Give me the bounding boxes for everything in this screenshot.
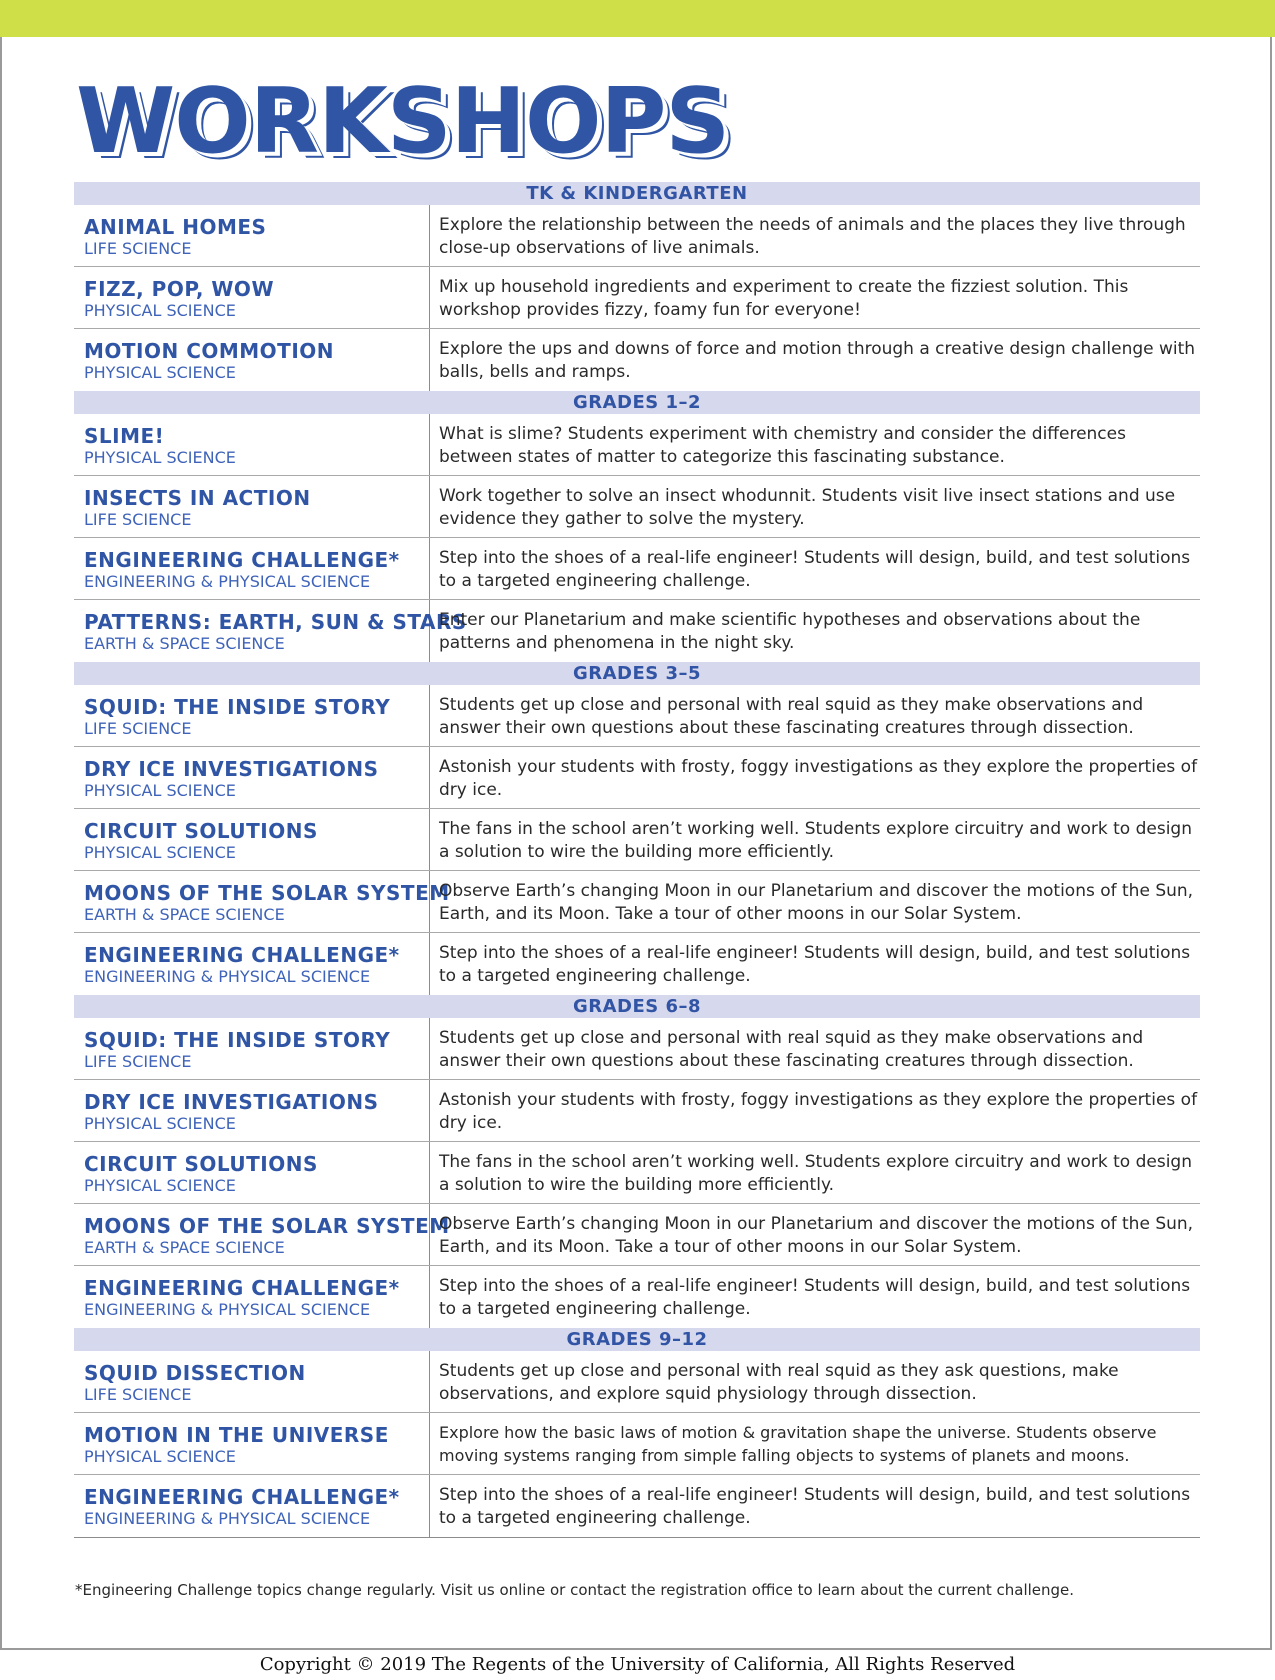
workshop-row <box>74 600 1200 662</box>
workshop-category: ENGINEERING & PHYSICAL SCIENCE <box>84 1300 371 1319</box>
workshop-description-cell <box>430 414 1200 475</box>
workshop-description-cell <box>430 685 1200 746</box>
workshop-row <box>74 1204 1200 1266</box>
workshop-row <box>74 205 1200 267</box>
workshop-description-cell <box>430 476 1200 537</box>
workshop-row <box>74 329 1200 391</box>
workshop-category: PHYSICAL SCIENCE <box>84 363 236 382</box>
workshop-name: MOTION IN THE UNIVERSE <box>84 1423 389 1447</box>
workshop-title-cell <box>74 205 430 266</box>
workshop-category: LIFE SCIENCE <box>84 719 192 738</box>
workshop-description: Step into the shoes of a real-life engineer! Students will design, build, and test solutions to a targeted engineering challenge. <box>439 1485 1191 1528</box>
workshop-description-cell <box>430 600 1200 662</box>
workshop-category: LIFE SCIENCE <box>84 239 192 258</box>
workshop-title-cell <box>74 1475 430 1537</box>
workshop-name: SQUID: THE INSIDE STORY <box>84 695 391 719</box>
workshop-name: MOONS OF THE SOLAR SYSTEM <box>84 881 450 905</box>
workshop-title-cell <box>74 933 430 995</box>
workshop-row <box>74 747 1200 809</box>
section-header-grades-6-8: GRADES 6–8 <box>74 995 1200 1018</box>
workshop-title-cell <box>74 476 430 537</box>
workshop-description-cell <box>430 1413 1200 1474</box>
workshop-category: ENGINEERING & PHYSICAL SCIENCE <box>84 1509 371 1528</box>
workshop-name: MOTION COMMOTION <box>84 339 335 363</box>
workshop-title-cell <box>74 1080 430 1141</box>
workshop-description-cell <box>430 1018 1200 1079</box>
workshop-description-cell <box>430 747 1200 808</box>
workshop-category: EARTH & SPACE SCIENCE <box>84 1238 285 1257</box>
workshop-title-cell <box>74 1413 430 1474</box>
section-header-grades-9-12: GRADES 9–12 <box>74 1328 1200 1351</box>
workshop-name: PATTERNS: EARTH, SUN & STARS <box>84 610 467 634</box>
workshop-description: Astonish your students with frosty, foggy investigations as they explore the properties of dry ice. <box>439 1090 1198 1133</box>
workshop-name: DRY ICE INVESTIGATIONS <box>84 1090 379 1114</box>
workshop-description: Explore the ups and downs of force and motion through a creative design challenge with balls, bells and ramps. <box>439 339 1196 382</box>
workshop-description: Students get up close and personal with real squid as they ask questions, make observations, and explore squid physiology through dissection. <box>439 1361 1119 1404</box>
workshop-name: SQUID DISSECTION <box>84 1361 306 1385</box>
workshop-description-cell <box>430 809 1200 870</box>
workshop-title-cell <box>74 747 430 808</box>
workshop-row <box>74 538 1200 600</box>
workshop-title-cell <box>74 809 430 870</box>
section-header-grades-1-2: GRADES 1–2 <box>74 391 1200 414</box>
workshop-name: DRY ICE INVESTIGATIONS <box>84 757 379 781</box>
workshop-category: ENGINEERING & PHYSICAL SCIENCE <box>84 572 371 591</box>
workshop-category: PHYSICAL SCIENCE <box>84 448 236 467</box>
workshop-description: Astonish your students with frosty, foggy investigations as they explore the properties of dry ice. <box>439 757 1198 800</box>
workshop-row <box>74 1351 1200 1413</box>
workshop-category: PHYSICAL SCIENCE <box>84 301 236 320</box>
workshop-description: Enter our Planetarium and make scientific hypotheses and observations about the patterns and phenomena in the night sky. <box>439 610 1141 653</box>
workshop-category: LIFE SCIENCE <box>84 1052 192 1071</box>
workshop-description: The fans in the school aren’t working well. Students explore circuitry and work to design a solution to wire the building more efficiently. <box>439 1152 1192 1195</box>
workshop-title-cell <box>74 538 430 599</box>
workshop-description-cell <box>430 933 1200 995</box>
page-title: WORKSHOPS <box>76 69 730 174</box>
workshop-title-cell <box>74 871 450 932</box>
top-accent-bar <box>0 0 1275 37</box>
workshop-description-cell <box>430 1475 1200 1537</box>
workshop-category: LIFE SCIENCE <box>84 1385 192 1404</box>
workshops-table <box>74 182 1200 1538</box>
workshop-name: ENGINEERING CHALLENGE* <box>84 943 400 967</box>
workshop-row <box>74 1142 1200 1204</box>
workshop-description-cell <box>430 1080 1200 1141</box>
workshop-row <box>74 476 1200 538</box>
workshop-description-cell <box>430 1142 1200 1203</box>
workshop-description: Explore how the basic laws of motion & gravitation shape the universe. Students observe moving systems ranging from simple falling objects to systems of planets and moons. <box>439 1423 1157 1465</box>
workshop-name: MOONS OF THE SOLAR SYSTEM <box>84 1214 450 1238</box>
workshop-row <box>74 1475 1200 1537</box>
workshop-row <box>74 267 1200 329</box>
workshop-row <box>74 1413 1200 1475</box>
workshop-title-cell <box>74 414 430 475</box>
copyright-notice: Copyright © 2019 The Regents of the University of California, All Rights Reserved <box>259 1654 1016 1675</box>
workshop-name: ENGINEERING CHALLENGE* <box>84 1276 400 1300</box>
workshop-title-cell <box>74 1142 430 1203</box>
workshop-row <box>74 933 1200 995</box>
workshop-description: Observe Earth’s changing Moon in our Planetarium and discover the motions of the Sun, Earth, and its Moon. Take a tour of other moons in our Solar System. <box>439 1214 1194 1257</box>
workshop-description: Observe Earth’s changing Moon in our Planetarium and discover the motions of the Sun, Earth, and its Moon. Take a tour of other moons in our Solar System. <box>439 881 1194 924</box>
workshop-category: PHYSICAL SCIENCE <box>84 1447 236 1466</box>
workshop-description-cell <box>430 871 1200 932</box>
workshop-description: What is slime? Students experiment with chemistry and consider the differences between states of matter to categorize this fascinating substance. <box>439 424 1126 467</box>
workshop-name: SLIME! <box>84 424 165 448</box>
workshop-description-cell <box>430 329 1200 391</box>
workshop-category: EARTH & SPACE SCIENCE <box>84 905 285 924</box>
workshop-description: The fans in the school aren’t working well. Students explore circuitry and work to design a solution to wire the building more efficiently. <box>439 819 1192 862</box>
workshop-description: Students get up close and personal with real squid as they make observations and answer their own questions about these fascinating creatures through dissection. <box>439 1028 1144 1071</box>
workshop-row <box>74 871 1200 933</box>
workshop-name: CIRCUIT SOLUTIONS <box>84 1152 318 1176</box>
workshop-name: FIZZ, POP, WOW <box>84 277 274 301</box>
footnote: *Engineering Challenge topics change regularly. Visit us online or contact the registration office to learn about the current challenge. <box>75 1581 1075 1599</box>
workshop-category: PHYSICAL SCIENCE <box>84 1176 236 1195</box>
workshop-description: Students get up close and personal with real squid as they make observations and answer their own questions about these fascinating creatures through dissection. <box>439 695 1144 738</box>
workshop-description-cell <box>430 538 1200 599</box>
workshop-name: CIRCUIT SOLUTIONS <box>84 819 318 843</box>
workshop-row <box>74 809 1200 871</box>
workshop-description: Work together to solve an insect whodunnit. Students visit live insect stations and use evidence they gather to solve the mystery. <box>439 486 1176 529</box>
workshop-name: ENGINEERING CHALLENGE* <box>84 1485 400 1509</box>
section-header-grades-3-5: GRADES 3–5 <box>74 662 1200 685</box>
workshop-row <box>74 1266 1200 1328</box>
workshop-category: ENGINEERING & PHYSICAL SCIENCE <box>84 967 371 986</box>
workshop-category: LIFE SCIENCE <box>84 510 192 529</box>
workshop-row <box>74 685 1200 747</box>
workshop-row <box>74 1080 1200 1142</box>
workshop-category: PHYSICAL SCIENCE <box>84 1114 236 1133</box>
workshop-description: Step into the shoes of a real-life engineer! Students will design, build, and test solutions to a targeted engineering challenge. <box>439 1276 1191 1319</box>
workshop-row <box>74 1018 1200 1080</box>
workshop-title-cell <box>74 267 430 328</box>
workshop-description: Explore the relationship between the needs of animals and the places they live through close-up observations of live animals. <box>439 215 1186 258</box>
workshop-name: INSECTS IN ACTION <box>84 486 311 510</box>
workshop-description: Mix up household ingredients and experiment to create the fizziest solution. This workshop provides fizzy, foamy fun for everyone! <box>439 277 1129 320</box>
workshop-description-cell <box>430 1266 1200 1328</box>
workshop-title-cell <box>74 1204 450 1265</box>
workshop-category: PHYSICAL SCIENCE <box>84 781 236 800</box>
workshop-title-cell <box>74 1018 430 1079</box>
workshop-name: ANIMAL HOMES <box>84 215 267 239</box>
table-bottom-rule <box>74 1537 1200 1538</box>
workshop-title-cell <box>74 685 430 746</box>
workshop-description-cell <box>430 1204 1200 1265</box>
workshop-description: Step into the shoes of a real-life engineer! Students will design, build, and test solutions to a targeted engineering challenge. <box>439 548 1191 591</box>
workshop-description-cell <box>430 267 1200 328</box>
workshop-name: SQUID: THE INSIDE STORY <box>84 1028 391 1052</box>
workshop-title-cell <box>74 1351 430 1412</box>
section-header-tk-kindergarten: TK & KINDERGARTEN <box>74 182 1200 205</box>
workshop-title-cell <box>74 1266 430 1328</box>
workshop-name: ENGINEERING CHALLENGE* <box>84 548 400 572</box>
workshop-category: PHYSICAL SCIENCE <box>84 843 236 862</box>
workshop-title-cell <box>74 600 467 662</box>
workshop-description-cell <box>430 205 1200 266</box>
workshop-category: EARTH & SPACE SCIENCE <box>84 634 285 653</box>
workshop-title-cell <box>74 329 430 391</box>
workshop-description: Step into the shoes of a real-life engineer! Students will design, build, and test solutions to a targeted engineering challenge. <box>439 943 1191 986</box>
workshop-row <box>74 414 1200 476</box>
workshop-description-cell <box>430 1351 1200 1412</box>
